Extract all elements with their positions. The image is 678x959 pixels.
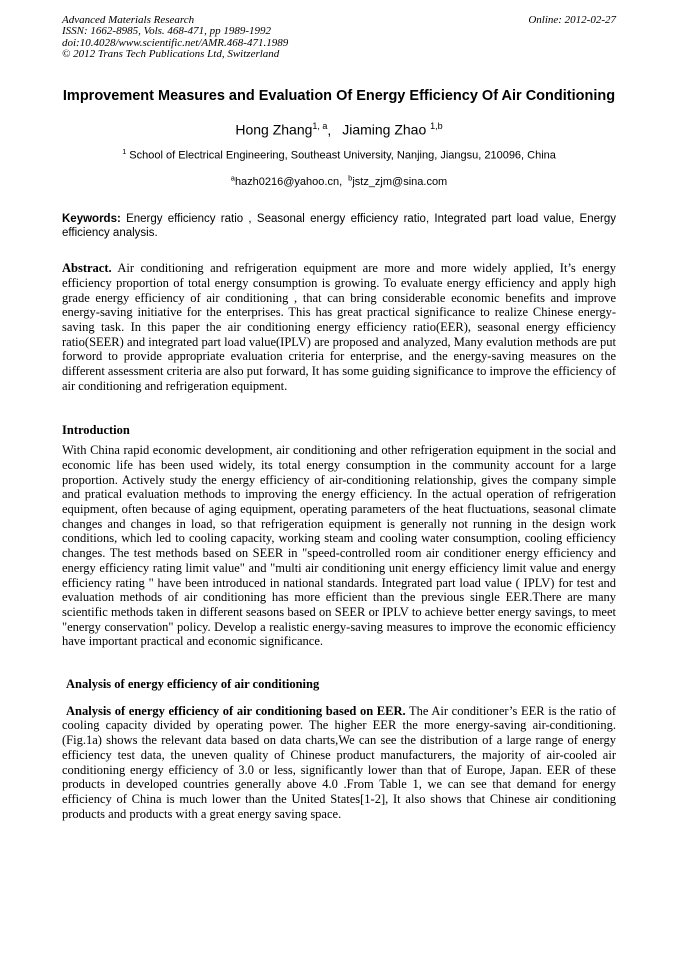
email-superscript-b: b <box>348 173 353 183</box>
email-entry-b <box>348 173 448 189</box>
author-name-1: Hong Zhang <box>235 121 313 138</box>
authors-separator: , <box>327 121 332 138</box>
keywords-text: Energy efficiency ratio , Seasonal energy efficiency ratio, Integrated part load value, Energy efficiency analysis. <box>62 213 616 240</box>
analysis-section-heading: Analysis of energy efficiency of air conditioning <box>66 677 320 692</box>
journal-header <box>62 15 616 60</box>
journal-name: Advanced Materials Research <box>62 14 195 26</box>
author-superscript-2: 1,b <box>430 121 443 132</box>
keywords-label: Keywords: <box>62 213 121 226</box>
author-superscript-1: 1, a <box>312 121 328 132</box>
affiliation-line <box>62 145 616 163</box>
analysis-subsection-lead: Analysis of energy efficiency of air conditioning based on EER. <box>66 703 406 718</box>
abstract-paragraph <box>62 261 616 393</box>
analysis-text: The Air conditioner’s EER is the ratio of cooling capacity divided by operating power. The higher EER the more energy-saving air-conditioning. (Fig.1a) shows the relevant data based on data charts,We can see the distribution of a large range of energy efficiency test data, the uneven quality of Chinese product manufacturers, the majority of air-cooled air conditioning energy efficiency of 3.0 or less, significantly lower than that of Europe, Japan. EER of these products in developed countries generally above 4.0 .From Table 1, we can see that demand for energy efficiency of China is much lower than the United States[1-2], It also shows that Chinese air conditioning products and products with a great energy saving space. <box>62 703 616 821</box>
copyright-line: © 2012 Trans Tech Publications Ltd, Switzerland <box>62 47 280 60</box>
author-name-2: Jiaming Zhao <box>342 121 427 138</box>
online-date: Online: 2012-02-27 <box>528 14 616 26</box>
email-superscript-a: a <box>230 173 235 183</box>
affiliation-superscript: 1 <box>122 146 127 156</box>
analysis-paragraph <box>62 704 616 822</box>
introduction-heading: Introduction <box>62 423 130 438</box>
introduction-paragraph: With China rapid economic development, air conditioning and other refrigeration equipment in the social and economic life has been used widely, its total energy consumption in the community account for a large proportion. Actively study the energy efficiency of air-conditioning relationship, gives the company simple and pratical evaluation methods to improving the energy efficiency. In the actual operation of refrigeration equipment, often because of aging equipment, operating parameters of the heat fluctuations, seasonal climate changes and changes in load, so that refrigeration equipment is generally not running in the design work conditions, which led to cooling capacity, working steam and cooling water consumption, cooling efficiency changes. The test methods based on SEER in "speed-controlled room air conditioner energy efficiency and energy efficiency rating limit value" and "multi air conditioning unit energy efficiency limit value and energy efficiency rating " have been introduced in national standards. Integrated part load value ( IPLV) for test and evaluation methods of air conditioning has more efficient than the previous single EER.There are many scientific methods taken in different seasons based on SEER or IPLV to achieve better energy savings, to meet "energy conservation" policy. Develop a realistic energy-saving measures to improve the economic efficiency have important practical and economic significance. <box>62 443 616 649</box>
keywords-block <box>62 212 616 240</box>
authors-line <box>62 118 616 139</box>
abstract-text: Air conditioning and refrigeration equipment are more and more widely applied, It’s energy efficiency proportion of total energy consumption is growing. To evaluate energy efficiency and apply high grade energy efficiency of air conditioning , that can bring considerable economic benefits and improve energy-saving initiative for the enterprises. This has great practical significance to realize Chinese energy-saving task. In this paper the air conditioning energy efficiency ratio(EER), seasonal energy efficiency ratio(SEER) and integrated part load value(IPLV) are proposed and analyzed, Many evalution methods are put forword to provide appropriate evaluation criteria for enterprise, and the energy-saving measures on the different assessment criteria are also put forward, It has some guiding significance to improve the efficiency of air conditioning and refrigeration equipment. <box>62 261 616 393</box>
email-entry-a <box>230 173 343 189</box>
doi-line: doi:10.4028/www.scientific.net/AMR.468-471.1989 <box>62 36 289 49</box>
abstract-label: Abstract. <box>62 261 112 276</box>
issn-line: ISSN: 1662-8985, Vols. 468-471, pp 1989-1992 <box>62 25 271 38</box>
affiliation-text: School of Electrical Engineering, Southeast University, Nanjing, Jiangsu, 210096, China <box>126 149 556 162</box>
emails-line <box>62 172 616 190</box>
journal-header-left <box>62 15 288 60</box>
paper-title: Improvement Measures and Evaluation Of Energy Efficiency Of Air Conditioning <box>62 88 616 105</box>
email-address-a: hazh0216@yahoo.cn, <box>234 176 343 189</box>
email-address-b: jstz_zjm@sina.com <box>352 176 448 189</box>
